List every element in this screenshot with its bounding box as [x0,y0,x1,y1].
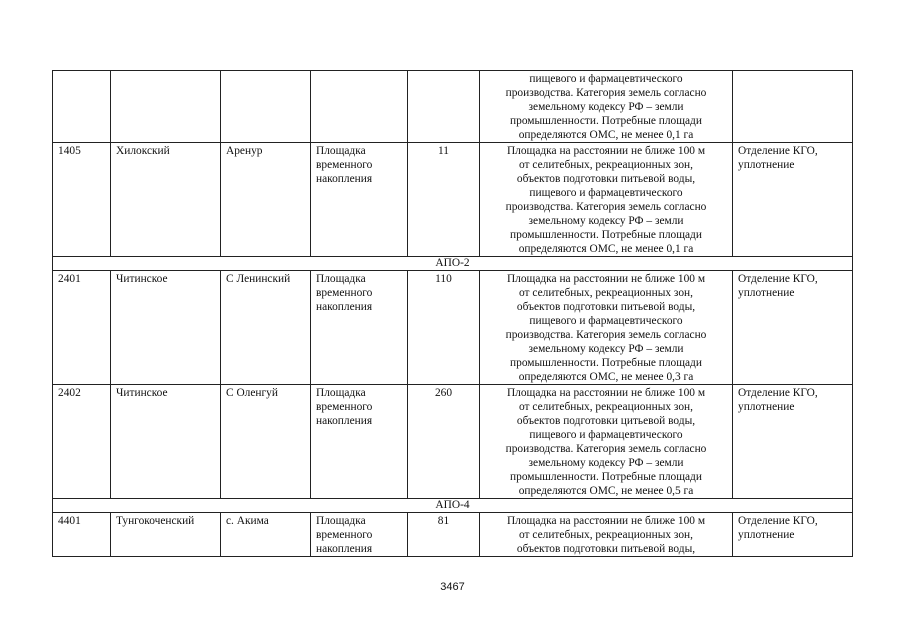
description-cell-line: Площадка на расстоянии не ближе 100 м [506,145,706,157]
count-cell: 110 [408,271,480,385]
measures-cell [733,271,853,385]
district-cell: Читинское [111,385,221,499]
table-row [53,71,853,143]
table-body [53,71,853,557]
description-cell-line: определяются ОМС, не менее 0,1 га [518,243,694,255]
description-cell [480,513,733,557]
code-cell: 1405 [53,143,111,257]
count-cell: 11 [408,143,480,257]
object-type-cell [311,513,408,557]
table-row [53,271,853,385]
description-cell-line: земельному кодексу РФ – земли [528,215,684,227]
measures-cell-line: уплотнение [738,159,795,171]
description-cell [480,385,733,499]
description-cell-line: производства. Категория земель согласно [505,87,707,99]
description-cell-line: промышленности. Потребные площади [510,115,702,127]
object-type-cell-line: временного [316,287,373,299]
description-cell-line: пищевого и фармацевтического [529,187,683,199]
table-row [53,143,853,257]
measures-cell-line: Отделение КГО, [738,273,818,285]
measures-cell-line: Отделение КГО, [738,145,818,157]
description-cell-line: объектов подготовки питьевой воды, [516,543,696,555]
data-table [52,70,853,557]
settlement-cell: С Оленгуй [221,385,311,499]
description-cell-line: объектов подготовки цитьевой воды, [516,415,696,427]
measures-cell-line: уплотнение [738,287,795,299]
group-header-row [53,257,853,271]
code-cell: 2401 [53,271,111,385]
object-type-cell [311,385,408,499]
object-type-cell [311,271,408,385]
description-cell-line: промышленности. Потребные площади [510,471,702,483]
district-cell: Хилокский [111,143,221,257]
code-cell [53,71,111,143]
settlement-cell: Аренур [221,143,311,257]
description-cell-line: земельному кодексу РФ – земли [528,101,684,113]
measures-cell [733,71,853,143]
object-type-cell [311,143,408,257]
settlement-cell [221,71,311,143]
group-label: АПО-4 [53,499,853,513]
object-type-cell-line: накопления [316,415,373,427]
object-type-cell-line: Площадка [316,387,366,399]
description-cell-line: промышленности. Потребные площади [510,357,702,369]
measures-cell-line: уплотнение [738,401,795,413]
count-cell: 260 [408,385,480,499]
group-header-row [53,499,853,513]
description-cell-line: земельному кодексу РФ – земли [528,343,684,355]
description-cell-line: объектов подготовки питьевой воды, [516,301,696,313]
object-type-cell-line: Площадка [316,515,366,527]
page-number: 3467 [440,581,465,593]
object-type-cell-line: накопления [316,543,373,555]
description-cell-line: от селитебных, рекреационных зон, [519,287,693,299]
description-cell-line: производства. Категория земель согласно [505,329,707,341]
description-cell [480,71,733,143]
description-cell [480,143,733,257]
measures-cell [733,513,853,557]
description-cell-line: объектов подготовки питьевой воды, [516,173,696,185]
district-cell: Тунгокоченский [111,513,221,557]
description-cell-line: определяются ОМС, не менее 0,1 га [518,129,694,141]
description-cell-line: пищевого и фармацевтического [529,429,683,441]
object-type-cell-line: временного [316,529,373,541]
description-cell-line: определяются ОМС, не менее 0,5 га [518,485,694,497]
description-cell-line: пищевого и фармацевтического [529,73,683,85]
object-type-cell-line: Площадка [316,145,366,157]
description-cell-line: производства. Категория земель согласно [505,201,707,213]
object-type-cell-line: накопления [316,301,373,313]
description-cell-line: Площадка на расстоянии не ближе 100 м [506,387,706,399]
description-cell-line: Площадка на расстоянии не ближе 100 м [506,273,706,285]
table-row [53,513,853,557]
description-cell-line: промышленности. Потребные площади [510,229,702,241]
settlement-cell: с. Акима [221,513,311,557]
code-cell: 4401 [53,513,111,557]
table-row [53,385,853,499]
description-cell-line: от селитебных, рекреационных зон, [519,159,693,171]
description-cell-line: Площадка на расстоянии не ближе 100 м [506,515,706,527]
description-cell-line: от селитебных, рекреационных зон, [519,529,693,541]
count-cell: 81 [408,513,480,557]
measures-cell-line: Отделение КГО, [738,387,818,399]
object-type-cell-line: временного [316,159,373,171]
description-cell-line: пищевого и фармацевтического [529,315,683,327]
measures-cell-line: Отделение КГО, [738,515,818,527]
object-type-cell [311,71,408,143]
measures-cell-line: уплотнение [738,529,795,541]
settlement-cell: С Ленинский [221,271,311,385]
description-cell-line: от селитебных, рекреационных зон, [519,401,693,413]
object-type-cell-line: Площадка [316,273,366,285]
code-cell: 2402 [53,385,111,499]
object-type-cell-line: временного [316,401,373,413]
description-cell-line: производства. Категория земель согласно [505,443,707,455]
measures-cell [733,385,853,499]
description-cell-line: земельному кодексу РФ – земли [528,457,684,469]
district-cell: Читинское [111,271,221,385]
district-cell [111,71,221,143]
object-type-cell-line: накопления [316,173,373,185]
group-label: АПО-2 [53,257,853,271]
count-cell [408,71,480,143]
measures-cell [733,143,853,257]
description-cell-line: определяются ОМС, не менее 0,3 га [518,371,694,383]
description-cell [480,271,733,385]
